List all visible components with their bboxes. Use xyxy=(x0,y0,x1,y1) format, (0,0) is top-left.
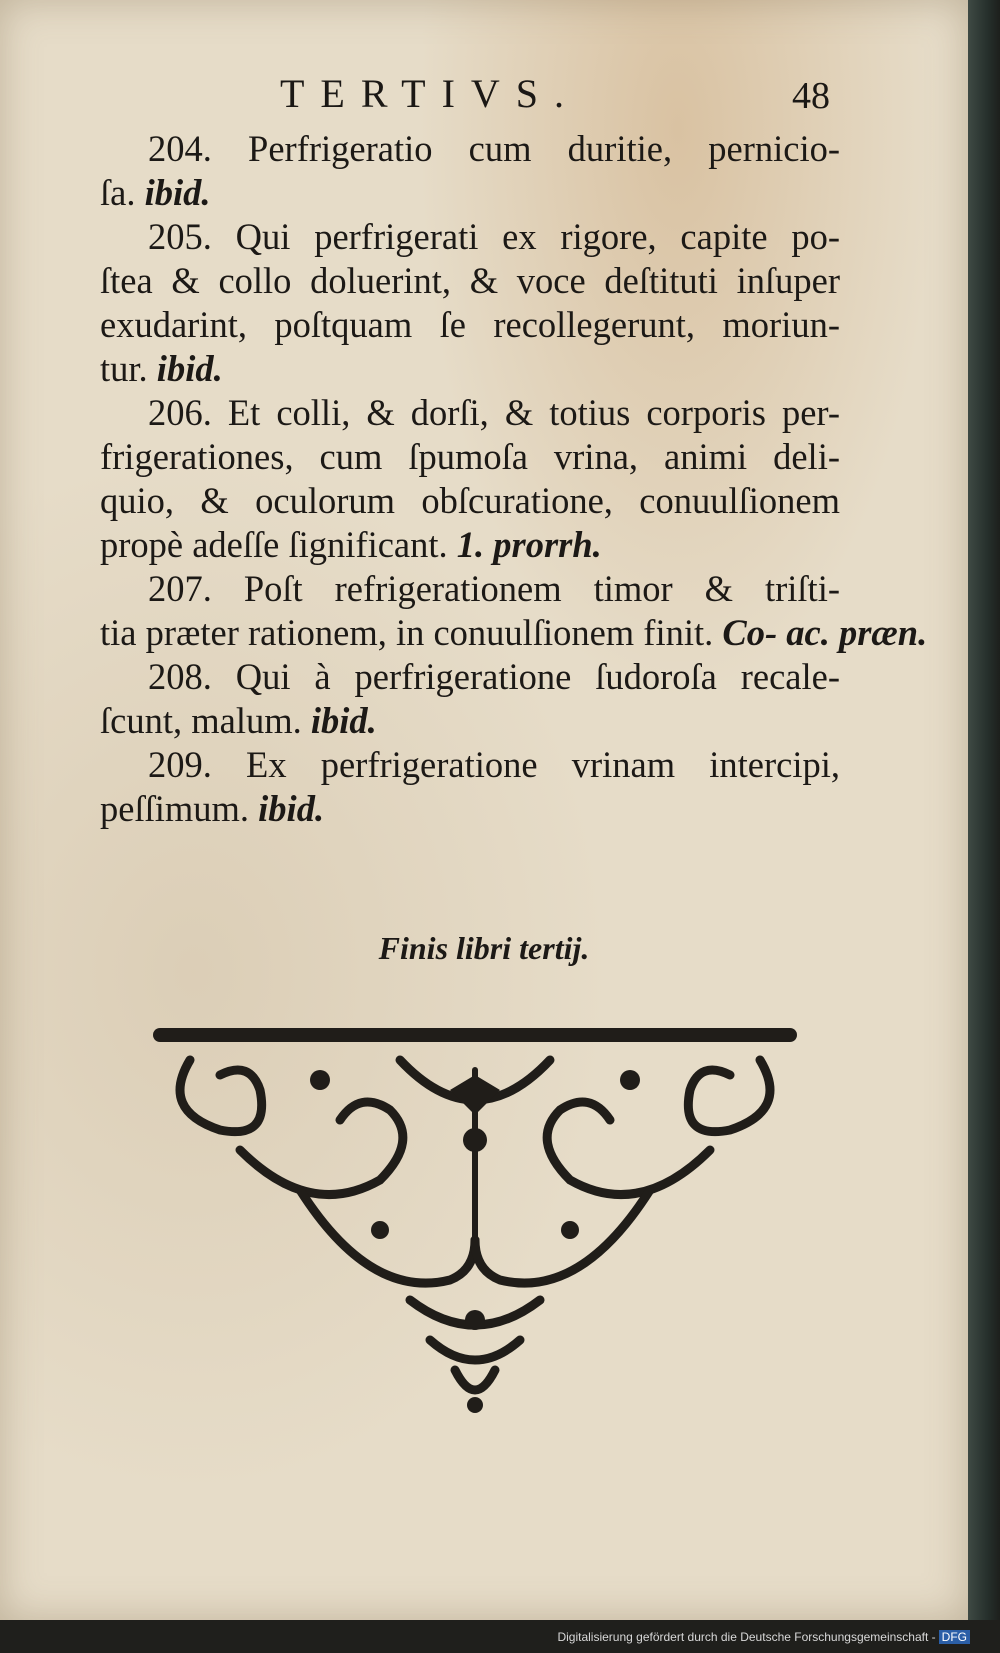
page-number: 48 xyxy=(792,75,830,117)
running-title: TERTIVS. xyxy=(280,71,581,116)
entry-number: 205. xyxy=(148,216,212,257)
text-line: ſcunt, malum. ibid. xyxy=(100,700,377,741)
reference: ibid. xyxy=(258,788,325,829)
text-line: 208. Qui à perfrigeratione ſudoroſa recale- xyxy=(148,656,840,697)
text-line: propè adeſſe ſignificant. 1. prorrh. xyxy=(100,524,602,565)
reference: 1. prorrh. xyxy=(456,524,602,565)
text-line: tur. ibid. xyxy=(100,348,223,389)
reference: Co- ac. præn. xyxy=(722,612,928,653)
text-line: peſſimum. ibid. xyxy=(100,788,325,829)
text-line: frigerationes, cum ſpumoſa vrina, animi deli- xyxy=(100,436,840,477)
reference: ibid. xyxy=(310,700,377,741)
entry-number: 209. xyxy=(148,744,212,785)
text-line: 206. Et colli, & dorſi, & totius corporis per- xyxy=(148,392,840,433)
digitization-credit xyxy=(557,1630,970,1644)
text-line: quio, & oculorum obſcuratione, conuulſionem xyxy=(100,480,840,521)
text-line: exudarint, poſtquam ſe recollegerunt, moriun- xyxy=(100,304,840,345)
text-line: ſtea & collo doluerint, & voce deſtituti inſuper xyxy=(100,260,840,301)
text-line: 207. Poſt refrigerationem timor & triſti- xyxy=(148,568,840,609)
aphorism-text xyxy=(100,127,928,831)
text-line: ſa. ibid. xyxy=(100,172,211,213)
entry-number: 204. xyxy=(148,128,212,169)
text-line: tia præter rationem, in conuulſionem finit. Co- ac. præn. xyxy=(100,612,928,653)
reference: ibid. xyxy=(144,172,211,213)
entry-number: 206. xyxy=(148,392,212,433)
tailpiece-ornament xyxy=(150,1020,800,1420)
colophon: Finis libri tertij. xyxy=(378,930,590,966)
book-edge xyxy=(968,0,1000,1620)
dfg-logo: DFG xyxy=(939,1630,970,1644)
entry-number: 207. xyxy=(148,568,212,609)
entry-number: 208. xyxy=(148,656,212,697)
text-line: 205. Qui perfrigerati ex rigore, capite po- xyxy=(148,216,840,257)
reference: ibid. xyxy=(156,348,223,389)
text-line: 209. Ex perfrigeratione vrinam intercipi, xyxy=(148,744,840,785)
text-line: 204. Perfrigeratio cum duritie, pernicio- xyxy=(148,128,840,169)
credit-text: Digitalisierung gefördert durch die Deutsche Forschungsgemeinschaft - xyxy=(557,1630,936,1644)
